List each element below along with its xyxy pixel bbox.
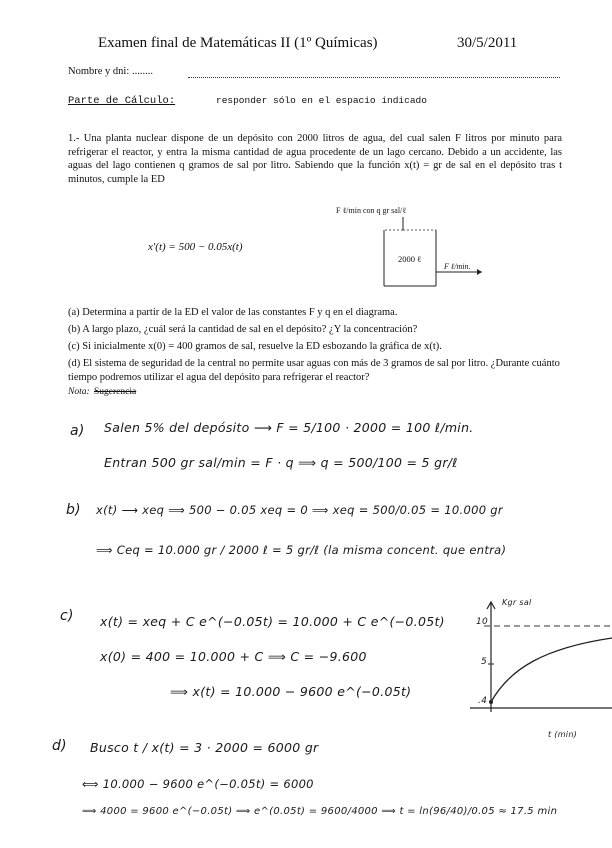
answer-d-line3: ⟹ 4000 = 9600 e^(−0.05t) ⟹ e^(0.05t) = 9600/4000 ⟹ t = ln(96/40)/0.05 ≈ 17.5 min	[82, 806, 558, 817]
answer-c-line1: x(t) = xeq + C e^(−0.05t) = 10.000 + C e^(−0.05t)	[100, 614, 445, 629]
note-struck: Sugerencia	[94, 387, 137, 397]
graph-tick-10: 10	[476, 617, 489, 627]
answer-c-label: c)	[60, 608, 74, 624]
section-label: Parte de Cálculo:	[68, 95, 176, 107]
ode-equation: x′(t) = 500 − 0.05x(t)	[148, 241, 243, 253]
graph-curve	[491, 638, 612, 702]
graph-tick-5: 5	[481, 657, 488, 667]
tank-label: 2000 ℓ	[398, 254, 422, 264]
graph-ylabel: Kgr sal	[502, 598, 532, 607]
answer-b-line1: x(t) ⟶ xeq ⟹ 500 − 0.05 xeq = 0 ⟹ xeq = 500/0.05 = 10.000 gr	[96, 503, 503, 517]
exam-title: Examen final de Matemáticas II (1º Químicas)	[98, 35, 378, 51]
section-instruction: responder sólo en el espacio indicado	[216, 95, 427, 106]
inflow-label: F ℓ/min con q gr sal/ℓ	[336, 206, 407, 215]
graph-tick-04: .4	[478, 696, 488, 706]
answer-b-label: b)	[66, 502, 81, 518]
answer-a-label: a)	[70, 423, 85, 439]
answer-a-line2: Entran 500 gr sal/min = F · q ⟹ q = 500/100 = 5 gr/ℓ	[104, 455, 458, 470]
answer-a-line1: Salen 5% del depósito ⟶ F = 5/100 · 2000 = 100 ℓ/min.	[104, 420, 474, 435]
question-b: (b) A largo plazo, ¿cuál será la cantidad de sal en el depósito? ¿Y la concentración?	[68, 324, 418, 335]
exam-date: 30/5/2011	[457, 35, 518, 51]
question-a: (a) Determina a partir de la ED el valor de las constantes F y q en el diagrama.	[68, 307, 398, 318]
answer-d-line1: Busco t / x(t) = 3 · 2000 = 6000 gr	[90, 740, 319, 755]
problem-statement: 1.- Una planta nuclear dispone de un depósito con 2000 litros de agua, del cual salen F litros por minuto para refrigerar el reactor, y entra la misma cantidad de agua procedente de un lago cercano. Debido a un accidente, las aguas del lago contienen q gramos de sal por litro. Sabiendo que la función x(t) = gr de sal en el depósito tras t minutos, cumple la ED	[68, 133, 562, 185]
answer-d-line2: ⟺ 10.000 − 9600 e^(−0.05t) = 6000	[82, 777, 314, 791]
graph-xlabel: t (min)	[548, 730, 578, 739]
note-label: Nota:	[68, 387, 90, 397]
name-dots: ........	[132, 66, 153, 77]
outflow-label: F ℓ/min.	[444, 262, 471, 271]
answer-c-line2: x(0) = 400 = 10.000 + C ⟹ C = −9.600	[100, 649, 367, 664]
question-d: (d) El sistema de seguridad de la central no permite usar aguas con más de 3 gramos de sal por litro. ¿Durante cuánto tiempo podremos utilizar el agua del depósito para refrigerar el reactor?	[68, 358, 560, 383]
answer-d-label: d)	[52, 738, 67, 754]
question-c: (c) Si inicialmente x(0) = 400 gramos de sal, resuelve la ED esbozando la gráfica de x(t).	[68, 341, 442, 352]
name-label: Nombre y dni:	[68, 66, 130, 77]
answer-c-line3: ⟹ x(t) = 10.000 − 9600 e^(−0.05t)	[170, 684, 412, 699]
graph-start-point	[489, 700, 493, 704]
answer-b-line2: ⟹ Ceq = 10.000 gr / 2000 ℓ = 5 gr/ℓ (la misma concent. que entra)	[96, 543, 507, 557]
